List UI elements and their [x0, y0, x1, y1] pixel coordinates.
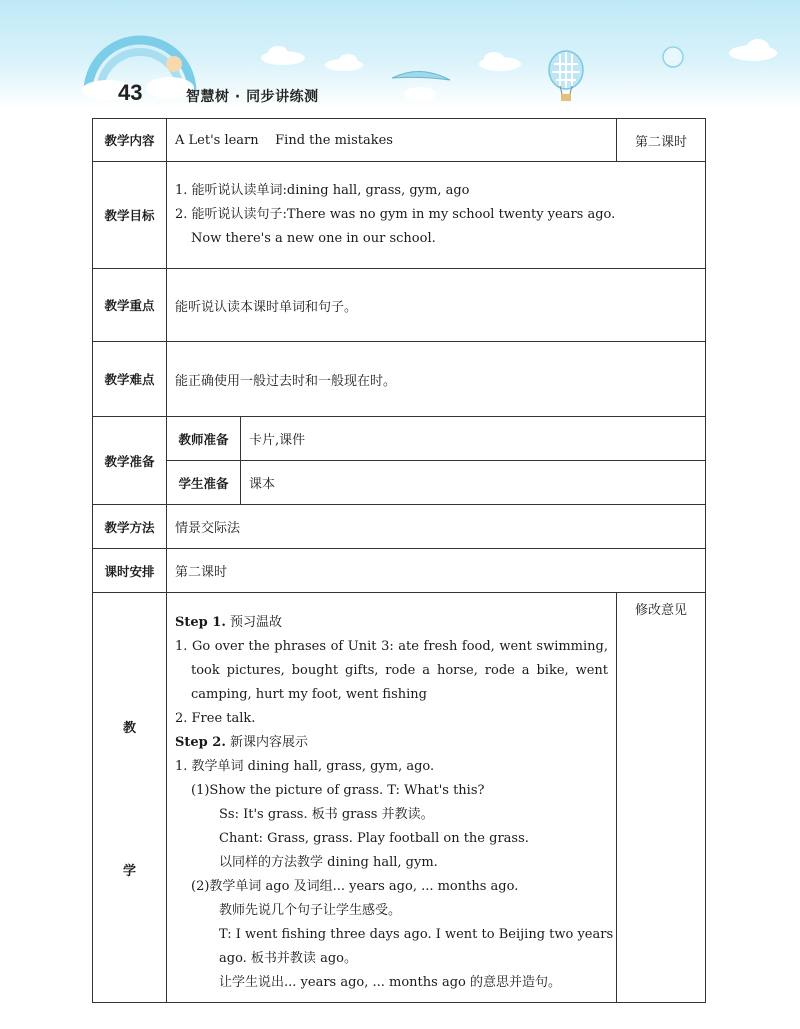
student-prep-label: 学生准备 — [167, 461, 241, 505]
period-value: 第二课时 — [617, 119, 706, 162]
process-line: 让学生说出... years ago, ... months ago 的意思并造句。 — [219, 975, 561, 990]
process-content — [167, 593, 617, 1003]
process-line: (2)教学单词 ago 及词组... years ago, ... months ago. — [191, 879, 519, 894]
step2-label: Step 2. — [175, 735, 226, 750]
cloud-icon — [726, 38, 780, 62]
teacher-prep-label: 教师准备 — [167, 417, 241, 461]
row-schedule — [93, 549, 706, 593]
revision-label: 修改意见 — [634, 603, 687, 618]
revision-notes-cell — [617, 593, 706, 1003]
process-label — [93, 593, 167, 1003]
content-value: A Let's learn Find the mistakes — [167, 119, 617, 162]
step1-heading — [175, 611, 608, 635]
process-line: 教师先说几个句子让学生感受。 — [219, 903, 402, 918]
method-value: 情景交际法 — [167, 505, 706, 549]
key-value: 能听说认读本课时单词和句子。 — [167, 269, 706, 342]
step2-heading — [175, 731, 608, 755]
process-line: Chant: Grass, grass. Play football on the grass. — [219, 831, 529, 846]
objectives-cell — [167, 162, 706, 269]
objectives-label: 教学目标 — [93, 162, 167, 269]
process-line: camping, hurt my foot, went fishing — [191, 687, 427, 702]
key-label: 教学重点 — [93, 269, 167, 342]
row-difficulty — [93, 342, 706, 417]
process-line: T: I went fishing three days ago. I went to Beijing two years — [219, 927, 614, 942]
row-teacher-prep — [93, 417, 706, 461]
row-process — [93, 593, 706, 1003]
hot-air-balloon-icon — [546, 50, 586, 104]
process-line: 以同样的方法教学 dining hall, gym. — [219, 855, 438, 870]
step1-title: 预习温故 — [230, 615, 283, 630]
step1-label: Step 1. — [175, 615, 226, 630]
difficulty-value: 能正确使用一般过去时和一般现在时。 — [167, 342, 706, 417]
teacher-prep-value: 卡片,课件 — [241, 417, 706, 461]
row-content — [93, 119, 706, 162]
process-line: 2. Free talk. — [175, 711, 256, 726]
cloud-icon — [258, 44, 308, 66]
process-line: 1. 教学单词 dining hall, grass, gym, ago. — [175, 759, 435, 774]
process-line: ago. 板书并教读 ago。 — [219, 951, 357, 966]
process-line: Ss: It's grass. 板书 grass 并教读。 — [219, 807, 434, 822]
page-number: 43 — [118, 80, 143, 105]
process-line: (1)Show the picture of grass. T: What's this? — [191, 783, 485, 798]
sun-icon — [660, 44, 686, 70]
hang-glider-icon — [390, 68, 452, 104]
cloud-icon — [322, 52, 366, 72]
prep-label: 教学准备 — [93, 417, 167, 505]
method-label: 教学方法 — [93, 505, 167, 549]
difficulty-label: 教学难点 — [93, 342, 167, 417]
cloud-icon — [476, 50, 524, 72]
objective-line: 1. 能听说认读单词:dining hall, grass, gym, ago — [175, 183, 470, 198]
student-prep-value: 课本 — [241, 461, 706, 505]
process-label-char: 教 — [122, 720, 136, 736]
row-objectives — [93, 162, 706, 269]
schedule-label: 课时安排 — [93, 549, 167, 593]
schedule-value: 第二课时 — [167, 549, 706, 593]
objective-line: 2. 能听说认读句子:There was no gym in my school twenty years ago. — [175, 207, 616, 222]
process-line: 1. Go over the phrases of Unit 3: ate fresh food, went swimming, — [175, 639, 608, 654]
step2-title: 新课内容展示 — [230, 735, 309, 750]
process-label-char: 学 — [122, 863, 136, 879]
book-title: 智慧树 · 同步讲练测 — [186, 89, 319, 105]
row-key-points — [93, 269, 706, 342]
row-method — [93, 505, 706, 549]
lesson-plan-table — [92, 118, 706, 1003]
process-line: took pictures, bought gifts, rode a horse, rode a bike, went — [191, 663, 608, 678]
row-student-prep — [93, 461, 706, 505]
content-label: 教学内容 — [93, 119, 167, 162]
objective-line: Now there's a new one in our school. — [191, 231, 436, 246]
